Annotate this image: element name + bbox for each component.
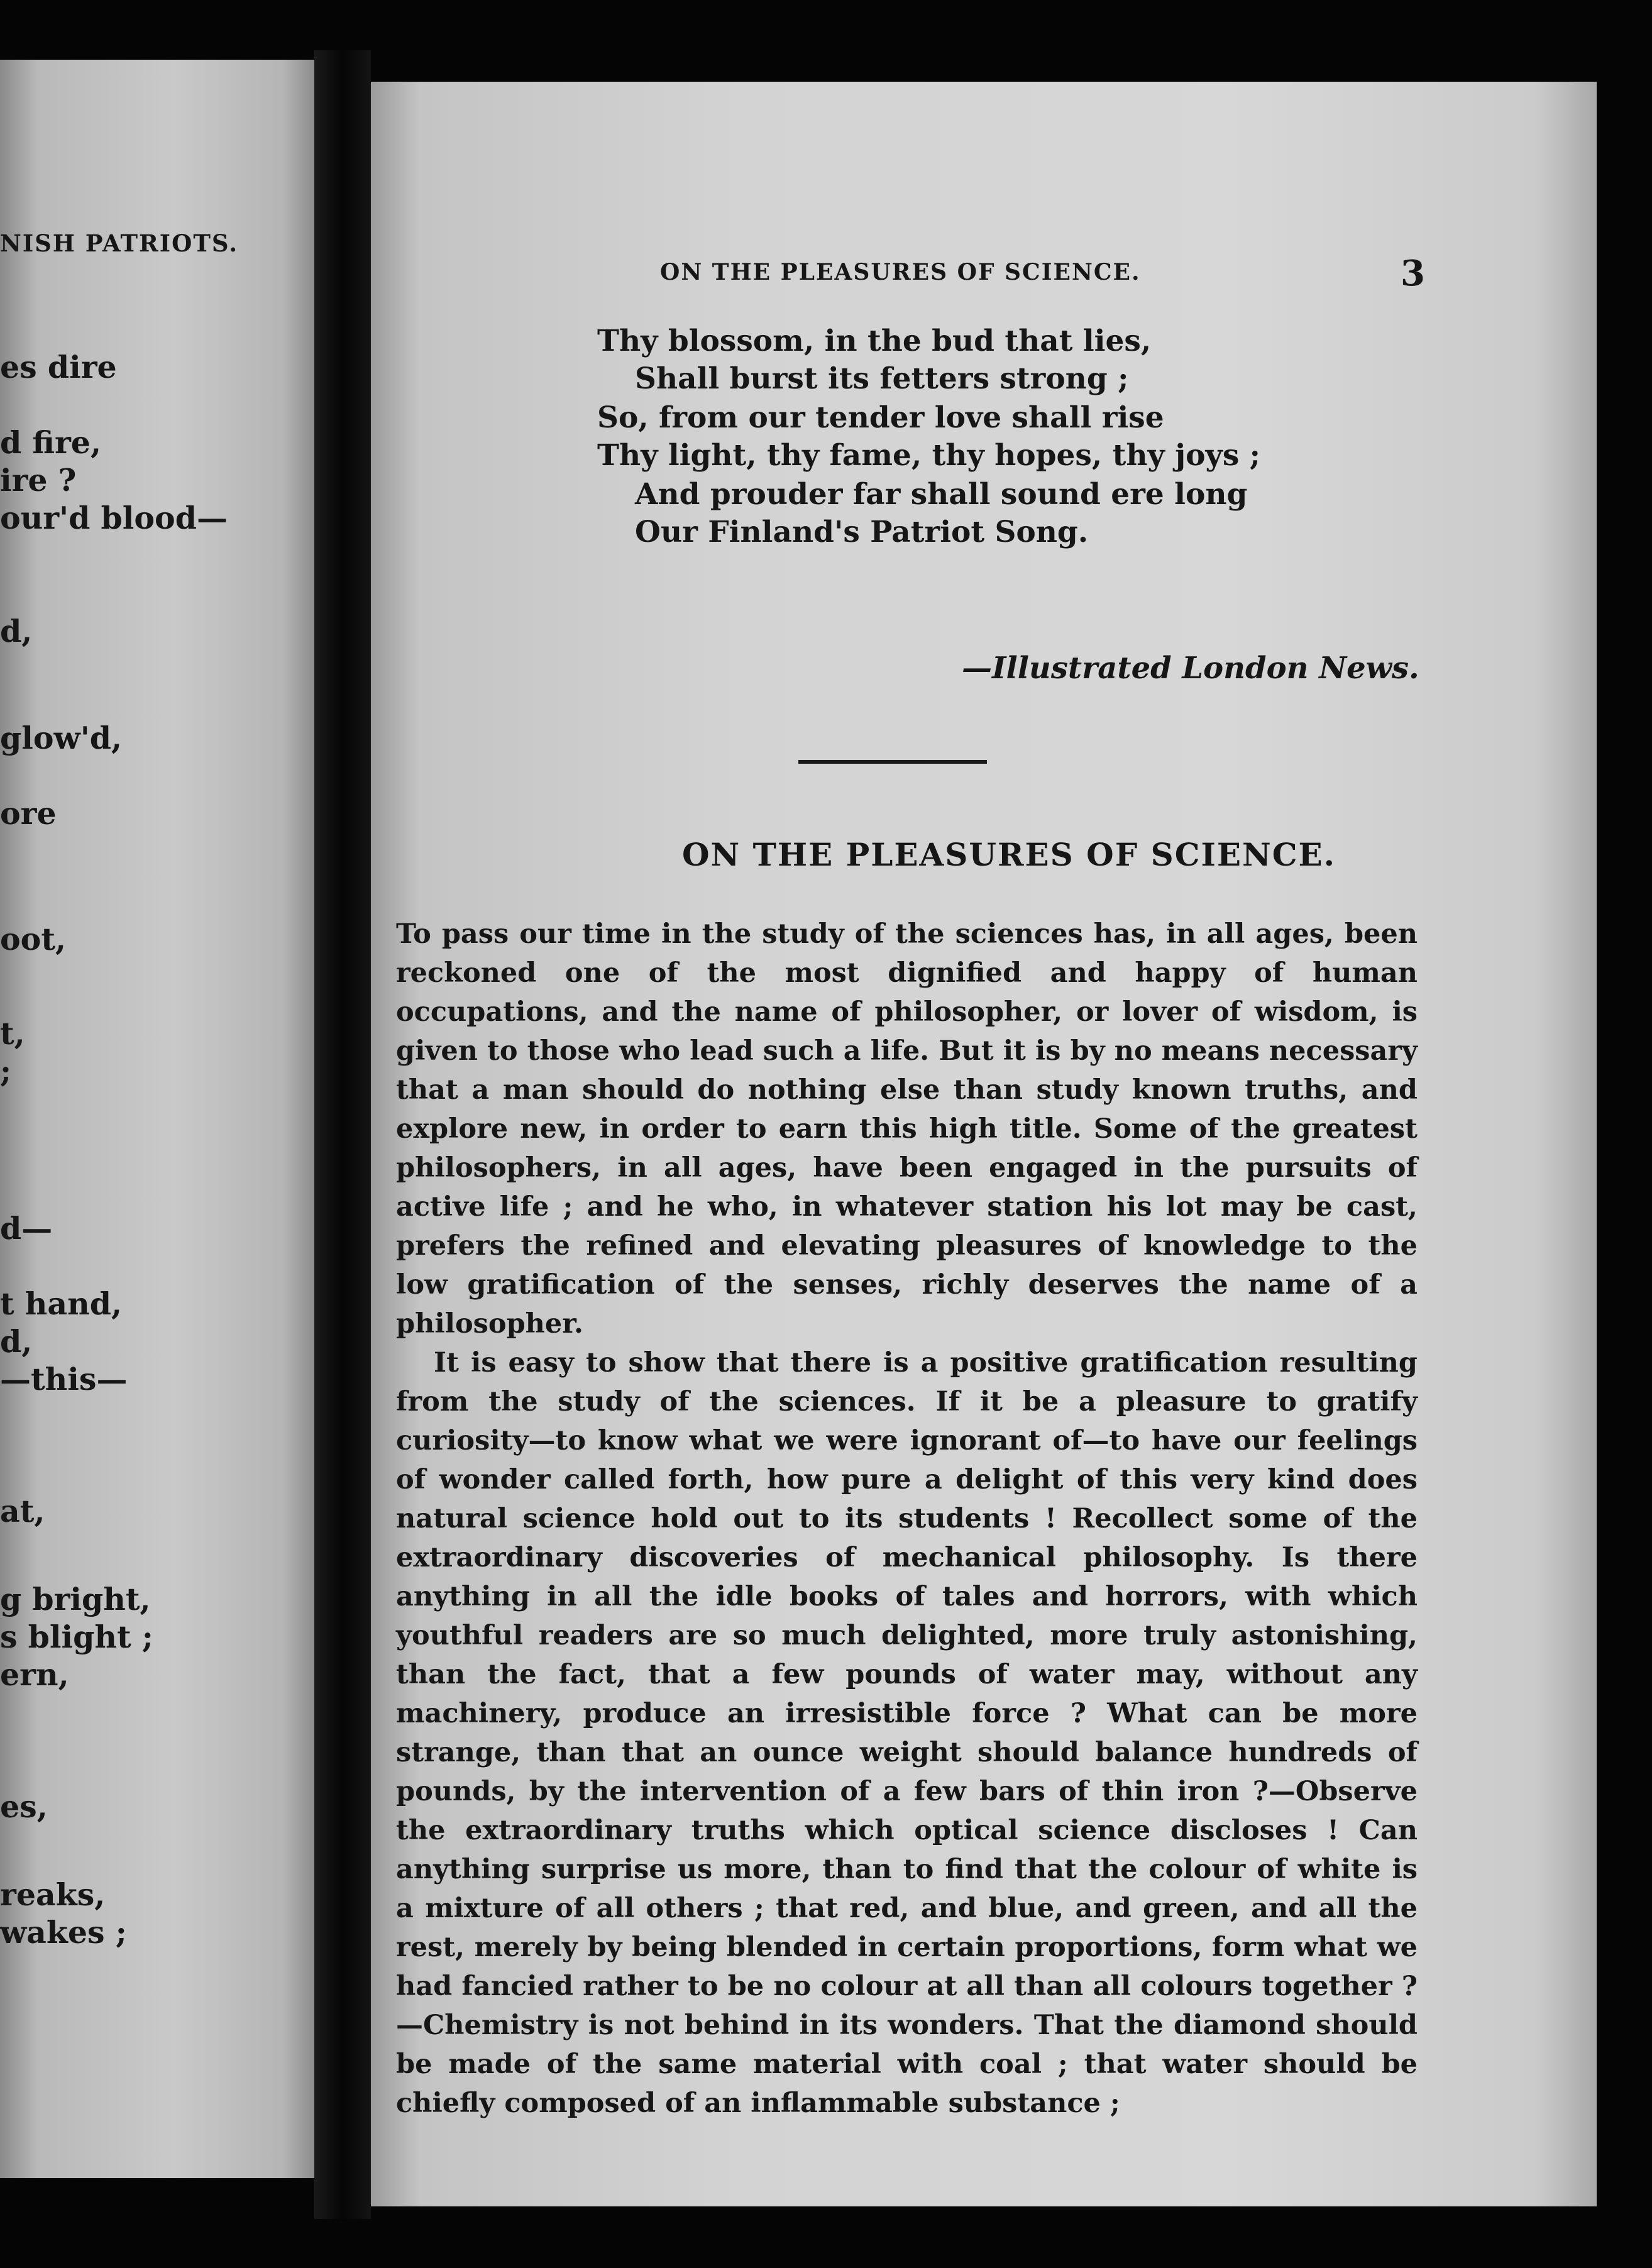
left-line: s blight ; — [0, 1619, 153, 1655]
left-line: wakes ; — [0, 1914, 127, 1951]
paragraph: To pass our time in the study of the sciences has, in all ages, been reckoned one of the most dignified and happy of human occupations, and the name of philosopher, or lover of wisdom, is given to those who lead such a life. But it is by no means necessary that a man should do nothing else than study known truths, and explore new, in order to earn this high title. Some of the greatest philosophers, in all ages, have been engaged in the pursuits of active life ; and he who, in whatever station his lot may be cast, prefers the refined and elevating pleasures of knowledge to the low gratification of the senses, richly deserves the name of a philosopher. — [396, 918, 1418, 1340]
poem-line: Shall burst its fetters strong ; — [635, 361, 1129, 396]
left-line: t hand, — [0, 1285, 123, 1322]
running-title: ON THE PLEASURES OF SCIENCE. — [660, 259, 1141, 285]
left-line: ; — [0, 1053, 12, 1089]
section-divider — [798, 760, 987, 764]
poem-attribution: —Illustrated London News. — [962, 651, 1419, 686]
left-running-head: NISH PATRIOTS. — [0, 229, 239, 257]
left-line: our'd blood— — [0, 500, 228, 536]
left-page — [0, 60, 314, 2178]
poem-line: Thy light, thy fame, thy hopes, thy joys ; — [597, 438, 1260, 473]
left-line: es dire — [0, 349, 117, 385]
left-line: at, — [0, 1493, 45, 1529]
left-line: ire ? — [0, 462, 77, 498]
poem-line: And prouder far shall sound ere long — [635, 477, 1248, 512]
left-line: oot, — [0, 921, 67, 957]
left-line: d, — [0, 613, 33, 649]
poem-line: Our Finland's Patriot Song. — [635, 515, 1089, 549]
left-line: ore — [0, 795, 57, 832]
poem-line: Thy blossom, in the bud that lies, — [597, 324, 1152, 358]
left-line: reaks, — [0, 1876, 106, 1913]
left-line: glow'd, — [0, 720, 123, 756]
left-line: t, — [0, 1015, 25, 1052]
section-heading: ON THE PLEASURES OF SCIENCE. — [681, 836, 1336, 873]
right-page — [371, 82, 1597, 2206]
left-line: d fire, — [0, 424, 101, 461]
page-number: 3 — [1401, 253, 1425, 294]
left-line: ern, — [0, 1656, 69, 1693]
left-line: d, — [0, 1323, 33, 1360]
article-body — [396, 915, 1418, 2123]
book-gutter — [314, 50, 371, 2219]
left-line: es, — [0, 1788, 48, 1825]
poem-line: So, from our tender love shall rise — [597, 400, 1164, 435]
left-line: d— — [0, 1210, 53, 1247]
paragraph: It is easy to show that there is a positive gratification resulting from the study of the sciences. If it be a pleasure to gratify curiosity—to know what we were ignorant of—to have our feelings of wonder called forth, how pure a delight of this very kind does natural science hold out to its students ! Recollect some of the extraordinary discoveries of mechanical philosophy. Is there anything in all the idle books of tales and horrors, with which youthful readers are so much delighted, more truly astonishing, than the fact, that a few pounds of water may, without any machinery, produce an irresistible force ? What can be more strange, than that an ounce weight should balance hundreds of pounds, by the intervention of a few bars of thin iron ?—Observe the extraordinary truths which optical science discloses ! Can anything surprise us more, than to find that the colour of white is a mixture of all others ; that red, and blue, and green, and all the rest, merely by being blended in certain proportions, form what we had fancied rather to be no colour at all than all colours together ?—Chemistry is not behind in its wonders. That the diamond should be made of the same material with coal ; that water should be chiefly composed of an inflammable substance ; — [396, 1347, 1418, 2119]
left-line: g bright, — [0, 1581, 151, 1617]
left-line: —this— — [0, 1361, 128, 1397]
